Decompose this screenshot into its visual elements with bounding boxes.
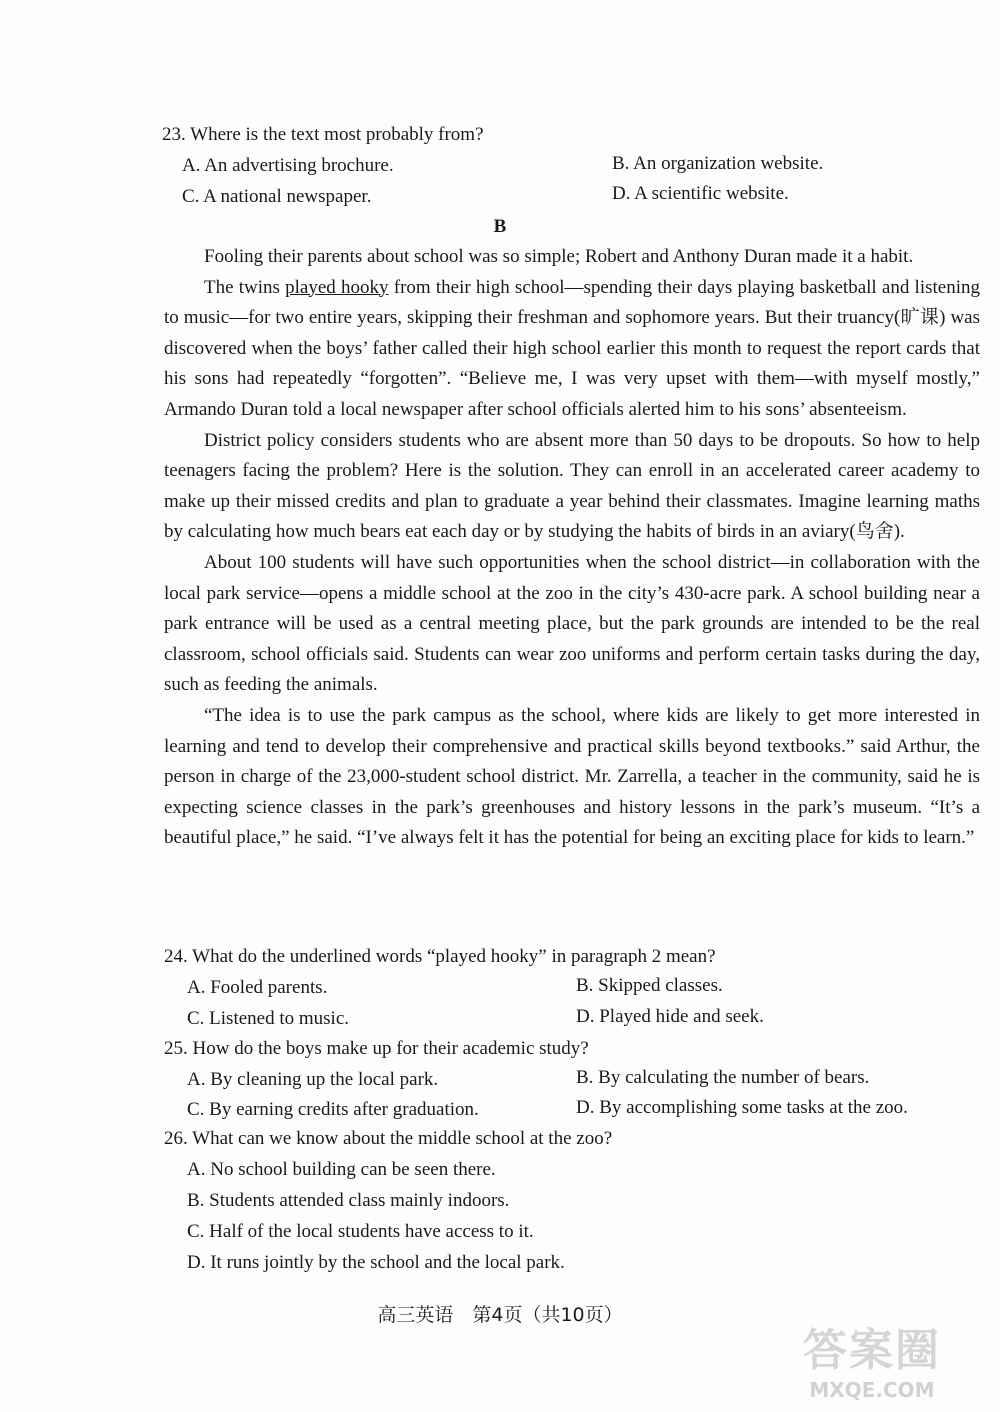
watermark-url: MXQE.COM: [809, 1378, 935, 1402]
passage-paragraph-2: [164, 273, 980, 426]
q24-option-a: A. Fooled parents.: [187, 977, 328, 998]
passage-paragraph-1: Fooling their parents about school was so simple; Robert and Anthony Duran made it a habit.: [204, 246, 914, 267]
section-title: B: [493, 216, 507, 237]
passage-paragraph-4: About 100 students will have such opportunities when the school district—in collaboration with the local park service—opens a middle school at the zoo in the city’s 430-acre park. A school building near a park entrance will be used as a central meeting place, but the park grounds are intended to be the real classroom, school officials said. Students can wear zoo uniforms and perform certain tasks during the day, such as feeding the animals.: [164, 551, 980, 696]
passage-paragraph-5: “The idea is to use the park campus as the school, where kids are likely to get more interested in learning and tend to develop their comprehensive and practical skills beyond textbooks.” said Arthur, the person in charge of the 23,000-student school district. Mr. Zarrella, a teacher in the community, said he is expecting science classes in the park’s greenhouses and history lessons in the park’s museum. “It’s a beautiful place,” he said. “I’ve always felt it has the potential for being an exciting place for kids to learn.”: [164, 704, 980, 849]
watermark-logo-text: 答案圈: [803, 1325, 941, 1376]
q24-option-c: C. Listened to music.: [187, 1008, 350, 1029]
q26-option-c: C. Half of the local students have access to it.: [187, 1221, 534, 1242]
underlined-phrase: played hooky: [285, 276, 389, 298]
q26-option-a: A. No school building can be seen there.: [187, 1159, 496, 1180]
p2-after: from their high school—spending their days playing basketball and listening to music—for two entire years, skipping their freshman and sophomore years. But their truancy(旷课) was discovered when the boys’ father called their high school earlier this month to request the report cards that his sons had repeatedly “forgotten”. “Believe me, I was very upset with them—with myself mostly,” Armando Duran told a local newspaper after school officials alerted him to his sons’ absenteeism.: [164, 276, 980, 420]
passage: [164, 242, 980, 854]
p2-before: The twins: [204, 276, 286, 298]
page-footer: 高三英语 第4页（共10页）: [377, 1304, 623, 1326]
q25-option-a: A. By cleaning up the local park.: [187, 1069, 439, 1090]
q24-option-b: B. Skipped classes.: [576, 975, 723, 996]
q24-option-d: D. Played hide and seek.: [576, 1006, 764, 1027]
q23-option-a: A. An advertising brochure.: [182, 155, 394, 176]
q23-option-d: D. A scientific website.: [612, 183, 789, 204]
passage-paragraph-3: District policy considers students who are absent more than 50 days to be dropouts. So how to help teenagers facing the problem? Here is the solution. They can enroll in an accelerated career academy to make up their missed credits and plan to graduate a year behind their classmates. Imagine learning maths by calculating how much bears eat each day or by studying the habits of birds in an aviary(鸟舍).: [164, 429, 980, 543]
q26-option-d: D. It runs jointly by the school and the local park.: [187, 1252, 565, 1273]
q23-stem: 23. Where is the text most probably from?: [162, 124, 484, 145]
q26-option-b: B. Students attended class mainly indoors.: [187, 1190, 510, 1211]
q23-option-c: C. A national newspaper.: [182, 186, 372, 207]
q23-option-b: B. An organization website.: [612, 153, 824, 174]
watermark-logo: [772, 1314, 972, 1404]
q25-option-c: C. By earning credits after graduation.: [187, 1099, 479, 1120]
q25-option-b: B. By calculating the number of bears.: [576, 1067, 870, 1088]
q24-stem: 24. What do the underlined words “played hooky” in paragraph 2 mean?: [164, 946, 716, 967]
q25-option-d: D. By accomplishing some tasks at the zoo.: [576, 1097, 908, 1118]
q25-stem: 25. How do the boys make up for their academic study?: [164, 1038, 589, 1059]
q26-stem: 26. What can we know about the middle school at the zoo?: [164, 1128, 613, 1149]
